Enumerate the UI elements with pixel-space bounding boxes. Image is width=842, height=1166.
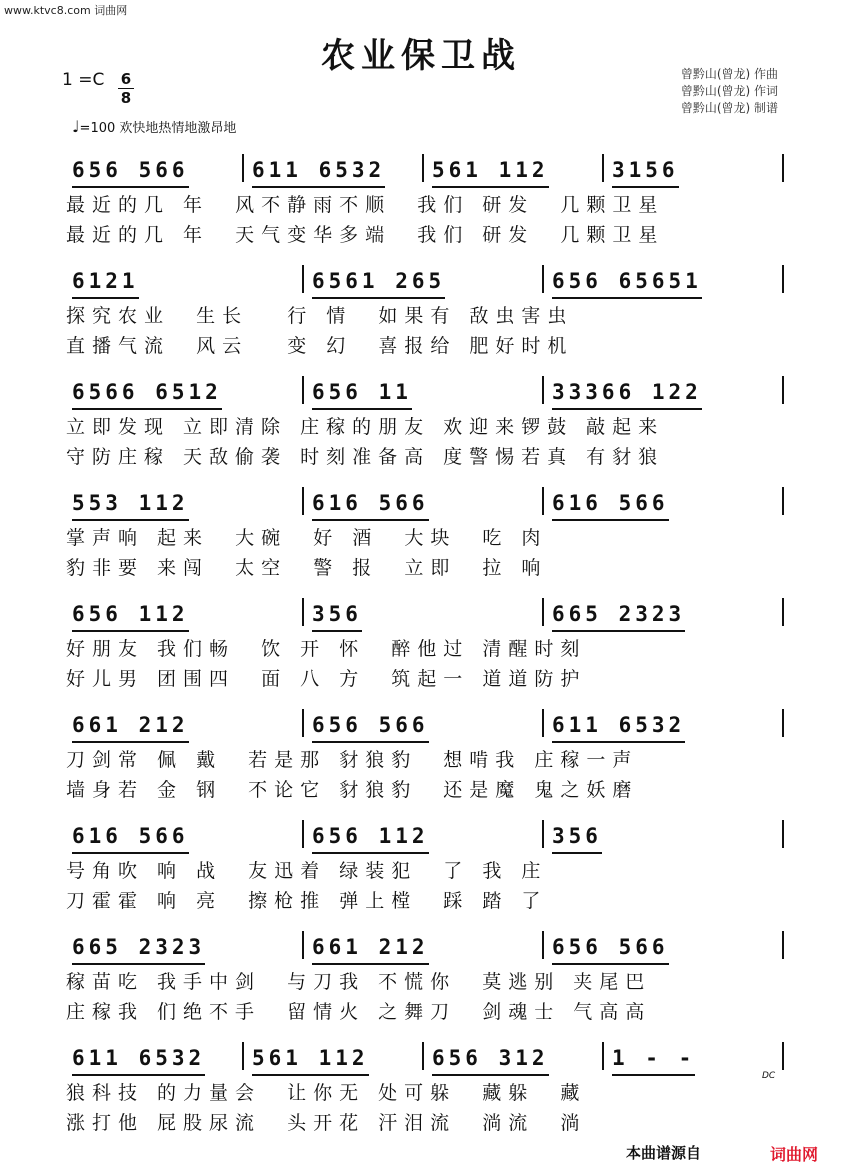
notation-row xyxy=(66,705,786,745)
measure: 656 566 xyxy=(72,158,189,188)
site-watermark: www.ktvc8.com 词曲网 xyxy=(4,4,128,17)
notation-row xyxy=(66,261,786,301)
barline xyxy=(242,1042,244,1070)
measure: 1 - - xyxy=(612,1046,695,1076)
notation-row xyxy=(66,816,786,856)
measure: 33366 122 xyxy=(552,380,702,410)
measure: 356 xyxy=(552,824,602,854)
measure: 561 112 xyxy=(252,1046,369,1076)
footer-source: 本曲谱源自 xyxy=(626,1144,702,1162)
lyric-line-2: 好儿男 团围四 面 八 方 筑起一 道道防护 xyxy=(66,668,587,690)
time-signature-top: 6 xyxy=(120,70,132,88)
barline xyxy=(542,598,544,626)
barline xyxy=(782,709,784,737)
measure: 616 566 xyxy=(312,491,429,521)
dc-mark: DC xyxy=(762,1071,776,1081)
lyric-line-1: 狼科技 的力量会 让你无 处可躲 藏躲 藏 xyxy=(66,1082,587,1104)
notation-row xyxy=(66,150,786,190)
measure: 6561 265 xyxy=(312,269,445,299)
measure: 656 11 xyxy=(312,380,412,410)
lyric-line-2: 直播气流 风云 变 幻 喜报给 肥好时机 xyxy=(66,335,574,357)
measure: 656 312 xyxy=(432,1046,549,1076)
barline xyxy=(542,931,544,959)
barline xyxy=(422,154,424,182)
barline xyxy=(542,265,544,293)
barline xyxy=(782,931,784,959)
credit-composer: 曾黔山(曾龙) 作曲 xyxy=(680,67,778,81)
notation-row xyxy=(66,927,786,967)
lyric-line-2: 涨打他 屁股尿流 头开花 汗泪流 淌流 淌 xyxy=(66,1112,587,1134)
lyric-line-2: 刀霍霍 响 亮 擦枪推 弹上樘 踩 踏 了 xyxy=(66,890,548,912)
measure: 661 212 xyxy=(72,713,189,743)
barline xyxy=(542,709,544,737)
lyric-line-2: 豹非要 来闯 太空 警 报 立即 拉 响 xyxy=(66,557,548,579)
barline xyxy=(542,820,544,848)
measure: 561 112 xyxy=(432,158,549,188)
barline xyxy=(782,265,784,293)
barline xyxy=(602,1042,604,1070)
barline xyxy=(302,931,304,959)
time-signature-bottom: 8 xyxy=(118,88,134,107)
measure: 616 566 xyxy=(72,824,189,854)
lyric-line-2: 庄稼我 们绝不手 留情火 之舞刀 剑魂士 气高高 xyxy=(66,1001,652,1023)
measure: 616 566 xyxy=(552,491,669,521)
footer-site-logo: 词曲网 xyxy=(770,1145,819,1164)
time-signature xyxy=(118,70,134,107)
measure: 611 6532 xyxy=(552,713,685,743)
measure: 3156 xyxy=(612,158,679,188)
lyric-line-1: 最近的几 年 风不静雨不顺 我们 研发 几颗卫星 xyxy=(66,194,665,216)
measure: 656 65651 xyxy=(552,269,702,299)
barline xyxy=(242,154,244,182)
measure: 665 2323 xyxy=(72,935,205,965)
barline xyxy=(602,154,604,182)
lyric-line-2: 最近的几 年 天气变华多端 我们 研发 几颗卫星 xyxy=(66,224,665,246)
measure: 553 112 xyxy=(72,491,189,521)
key-signature: 1 =C xyxy=(62,70,105,90)
barline xyxy=(302,598,304,626)
credit-lyricist: 曾黔山(曾龙) 作词 xyxy=(680,84,778,98)
measure: 6121 xyxy=(72,269,139,299)
notation-row xyxy=(66,372,786,412)
barline xyxy=(782,376,784,404)
barline xyxy=(782,1042,784,1070)
measure: 611 6532 xyxy=(252,158,385,188)
tempo-marking xyxy=(72,117,236,136)
lyric-line-2: 墙身若 金 钢 不论它 豺狼豹 还是魔 鬼之妖磨 xyxy=(66,779,639,801)
barline xyxy=(302,709,304,737)
barline xyxy=(542,376,544,404)
barline xyxy=(782,820,784,848)
quarter-note-icon: ♩ xyxy=(72,117,80,136)
lyric-line-1: 探究农业 生长 行 情 如果有 敌虫害虫 xyxy=(66,305,574,327)
barline xyxy=(782,487,784,515)
notation-row xyxy=(66,594,786,634)
notation-row xyxy=(66,483,786,523)
tempo-text: =100 欢快地热情地激昂地 xyxy=(79,121,237,136)
lyric-line-1: 刀剑常 佩 戴 若是那 豺狼豹 想啃我 庄稼一声 xyxy=(66,749,639,771)
song-title: 农业保卫战 xyxy=(321,36,521,76)
lyric-line-1: 好朋友 我们畅 饮 开 怀 醉他过 清醒时刻 xyxy=(66,638,587,660)
credits xyxy=(681,66,778,117)
barline xyxy=(542,487,544,515)
lyric-line-2: 守防庄稼 天敌偷袭 时刻准备高 度警惕若真 有豺狼 xyxy=(66,446,665,468)
barline xyxy=(302,265,304,293)
barline xyxy=(302,487,304,515)
barline xyxy=(302,820,304,848)
measure: 656 566 xyxy=(552,935,669,965)
measure: 661 212 xyxy=(312,935,429,965)
notation-row xyxy=(66,1038,786,1078)
lyric-line-1: 立即发现 立即清除 庄稼的朋友 欢迎来锣鼓 敲起来 xyxy=(66,416,665,438)
lyric-line-1: 稼苗吃 我手中剑 与刀我 不慌你 莫逃别 夹尾巴 xyxy=(66,971,652,993)
barline xyxy=(782,154,784,182)
measure: 611 6532 xyxy=(72,1046,205,1076)
measure: 656 112 xyxy=(312,824,429,854)
measure: 656 112 xyxy=(72,602,189,632)
lyric-line-1: 掌声响 起来 大碗 好 酒 大块 吃 肉 xyxy=(66,527,548,549)
barline xyxy=(782,598,784,626)
lyric-line-1: 号角吹 响 战 友迅着 绿装犯 了 我 庄 xyxy=(66,860,548,882)
measure: 665 2323 xyxy=(552,602,685,632)
measure: 356 xyxy=(312,602,362,632)
measure: 6566 6512 xyxy=(72,380,222,410)
barline xyxy=(302,376,304,404)
measure: 656 566 xyxy=(312,713,429,743)
barline xyxy=(422,1042,424,1070)
credit-arranger: 曾黔山(曾龙) 制谱 xyxy=(680,101,778,115)
